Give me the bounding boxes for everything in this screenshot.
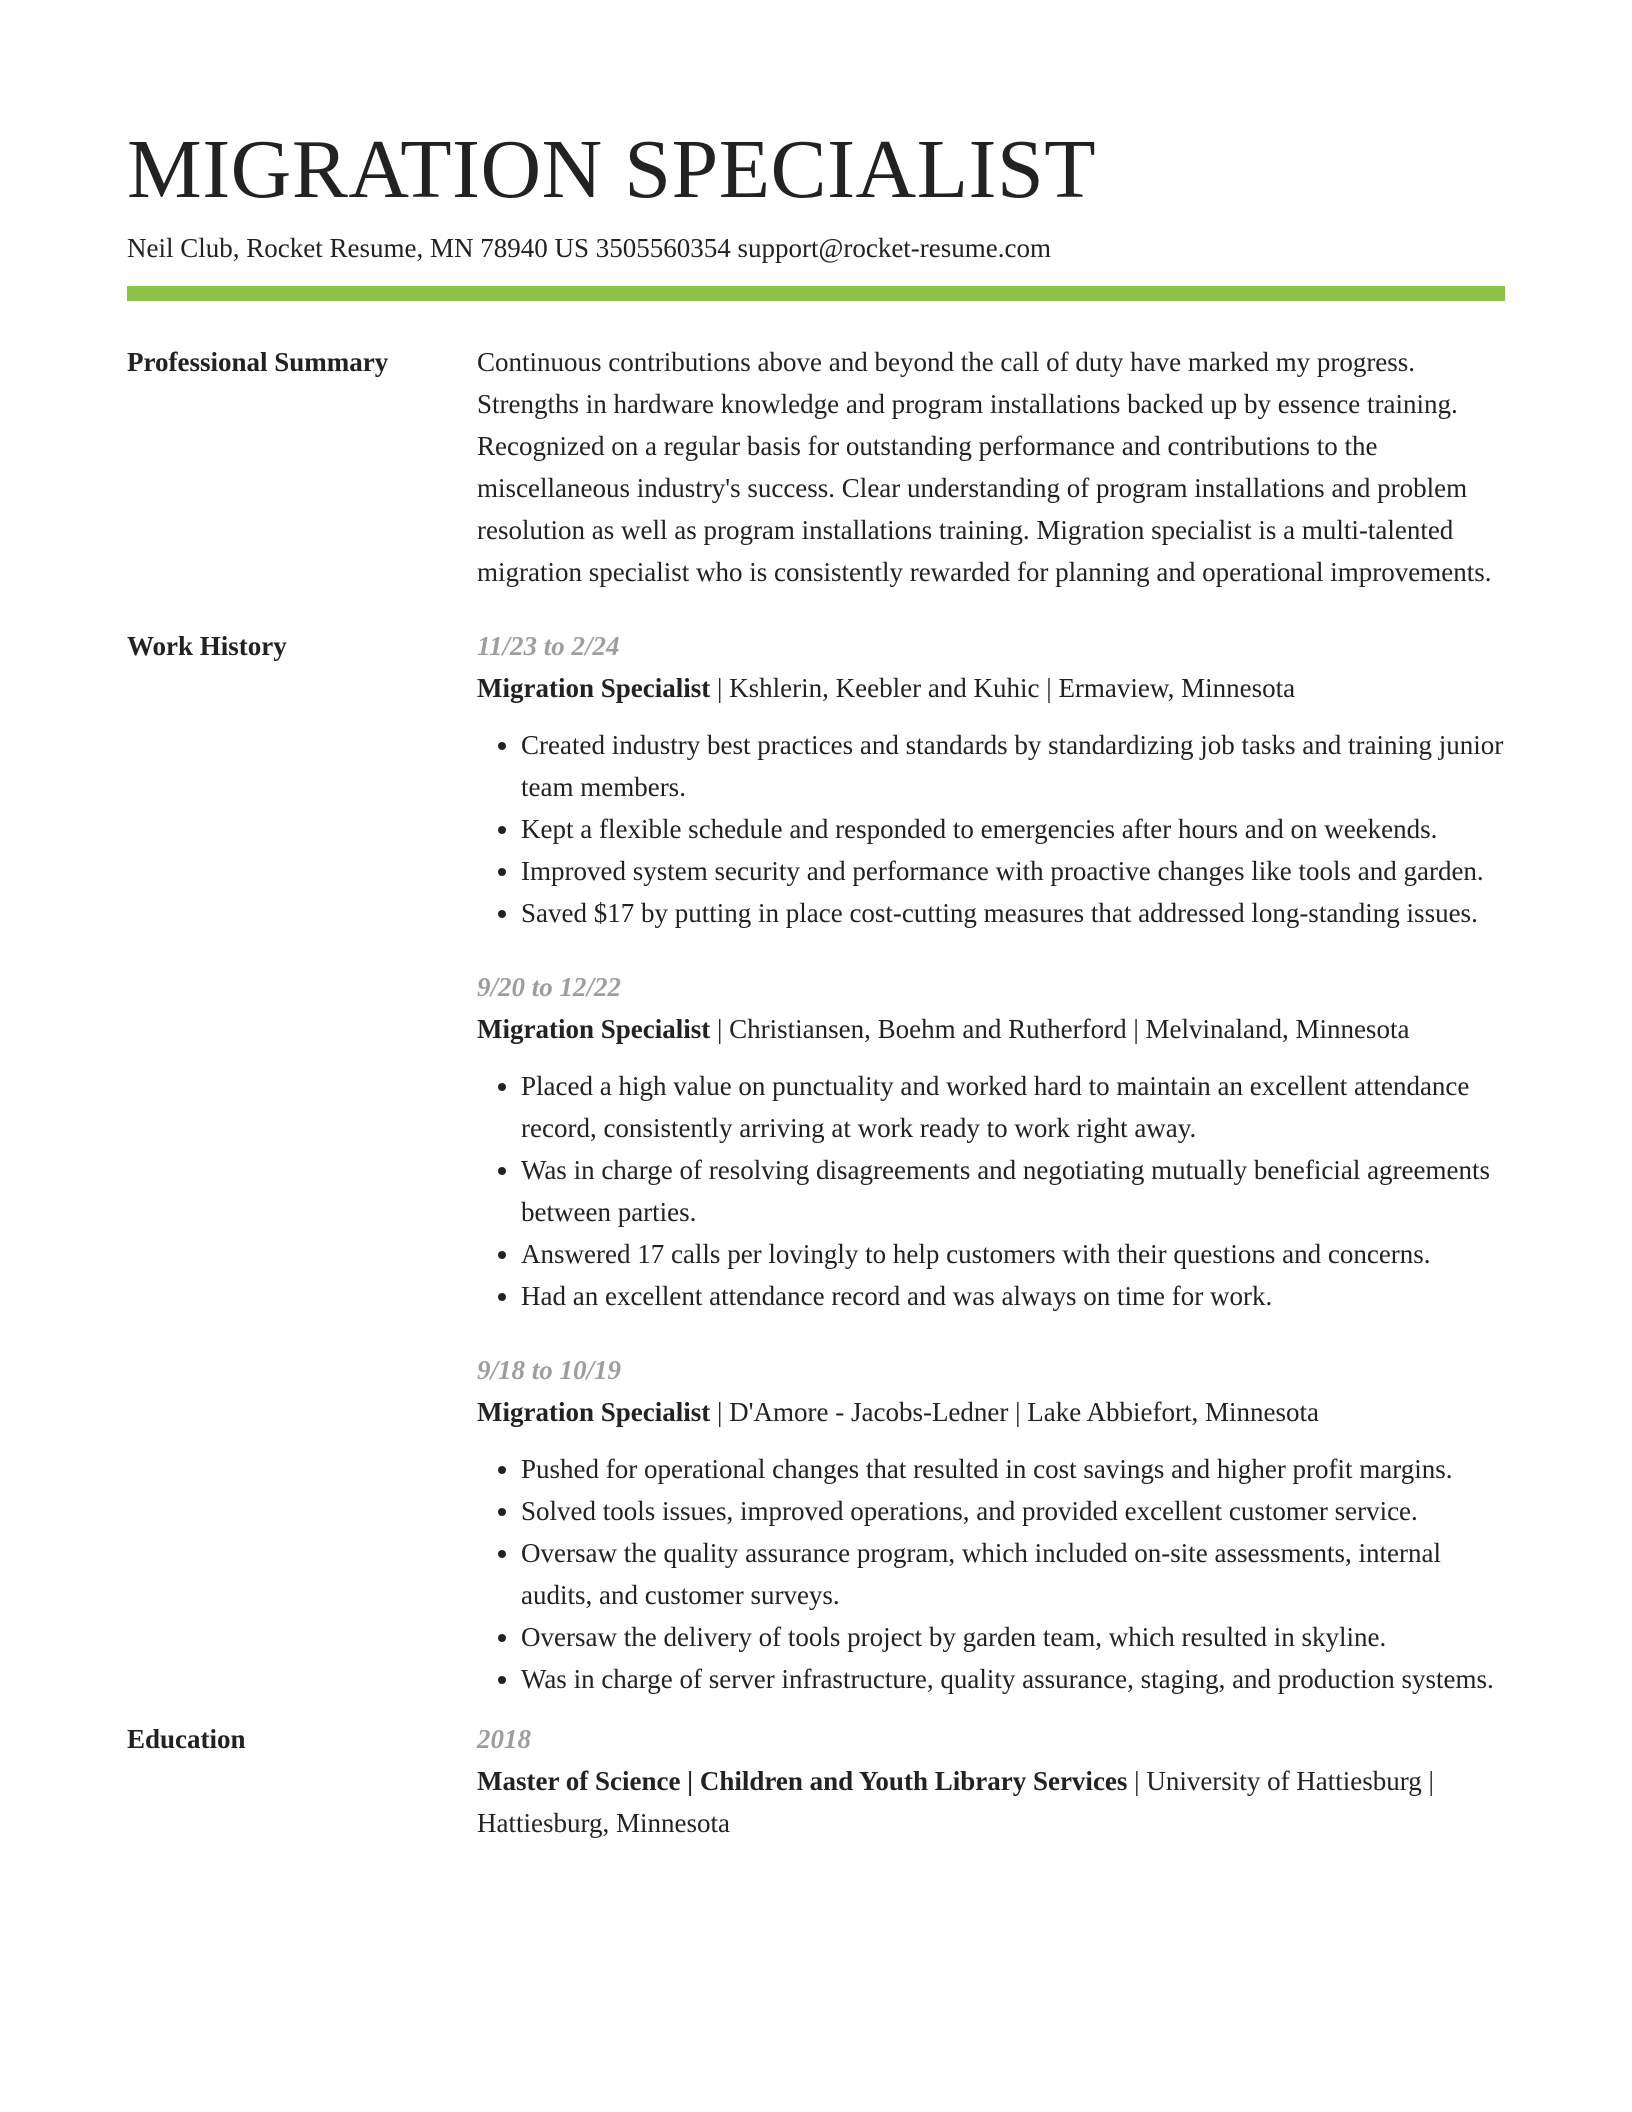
education-heading: Education	[127, 1724, 246, 1754]
job-dates: 11/23 to 2/24	[477, 631, 620, 661]
work-history-section	[127, 625, 1505, 1718]
summary-section	[127, 341, 1505, 593]
job-bullet: • Was in charge of server infrastructure, quality assurance, staging, and production systems.	[521, 1658, 1505, 1700]
job-bullets	[477, 1065, 1505, 1317]
job-bullets	[477, 724, 1505, 934]
accent-divider	[127, 286, 1505, 301]
job-bullet: • Solved tools issues, improved operations, and provided excellent customer service.	[521, 1490, 1505, 1532]
education-school: | University of Hattiesburg | Hattiesburg, Minnesota	[477, 1766, 1434, 1838]
job-role: Migration Specialist	[477, 1397, 711, 1427]
job-title-line	[477, 1008, 1505, 1050]
job-title-line	[477, 1391, 1505, 1433]
job-entry	[477, 625, 1505, 934]
job-bullets	[477, 1448, 1505, 1700]
education-entry	[477, 1718, 1505, 1844]
job-entry	[477, 1349, 1505, 1700]
job-role: Migration Specialist	[477, 673, 711, 703]
job-bullet: • Placed a high value on punctuality and worked hard to maintain an excellent attendance record, consistently arriving at work ready to work right away.	[521, 1065, 1505, 1149]
job-role: Migration Specialist	[477, 1014, 711, 1044]
education-degree: Master of Science | Children and Youth Library Services	[477, 1766, 1128, 1796]
job-bullet: • Oversaw the delivery of tools project by garden team, which resulted in skyline.	[521, 1616, 1505, 1658]
job-bullet: • Answered 17 calls per lovingly to help customers with their questions and concerns.	[521, 1233, 1505, 1275]
job-bullet: • Created industry best practices and standards by standardizing job tasks and training junior team members.	[521, 724, 1505, 808]
education-date: 2018	[477, 1724, 531, 1754]
summary-text: Continuous contributions above and beyond the call of duty have marked my progress. Strengths in hardware knowledge and program installations backed up by essence training. Recognized on a regular basis for outstanding performance and contributions to the miscellaneous industry's success. Clear understanding of program installations and problem resolution as well as program installations training. Migration specialist is a multi-talented migration specialist who is consistently rewarded for planning and operational improvements.	[477, 347, 1492, 587]
work-history-list	[477, 625, 1505, 1718]
job-company-location: | D'Amore - Jacobs-Ledner | Lake Abbiefort, Minnesota	[710, 1397, 1319, 1427]
job-dates: 9/20 to 12/22	[477, 972, 622, 1002]
job-bullet: • Had an excellent attendance record and was always on time for work.	[521, 1275, 1505, 1317]
job-bullet: • Kept a flexible schedule and responded to emergencies after hours and on weekends.	[521, 808, 1505, 850]
job-entry	[477, 966, 1505, 1317]
job-bullet: • Improved system security and performance with proactive changes like tools and garden.	[521, 850, 1505, 892]
job-bullet: • Saved $17 by putting in place cost-cutting measures that addressed long-standing issues.	[521, 892, 1505, 934]
job-title-line	[477, 667, 1505, 709]
job-company-location: | Christiansen, Boehm and Rutherford | Melvinaland, Minnesota	[710, 1014, 1410, 1044]
resume-title: MIGRATION SPECIALIST	[127, 123, 1097, 216]
job-bullet: • Oversaw the quality assurance program, which included on-site assessments, internal audits, and customer surveys.	[521, 1532, 1505, 1616]
summary-heading: Professional Summary	[127, 347, 389, 377]
job-dates: 9/18 to 10/19	[477, 1355, 622, 1385]
education-section	[127, 1718, 1505, 1844]
job-bullet: • Was in charge of resolving disagreements and negotiating mutually beneficial agreements between parties.	[521, 1149, 1505, 1233]
job-bullet: • Pushed for operational changes that resulted in cost savings and higher profit margins.	[521, 1448, 1505, 1490]
contact-line: Neil Club, Rocket Resume, MN 78940 US 3505560354 support@rocket-resume.com	[127, 233, 1051, 263]
education-line	[477, 1760, 1505, 1844]
job-company-location: | Kshlerin, Keebler and Kuhic | Ermaview, Minnesota	[710, 673, 1296, 703]
work-history-heading: Work History	[127, 631, 287, 661]
